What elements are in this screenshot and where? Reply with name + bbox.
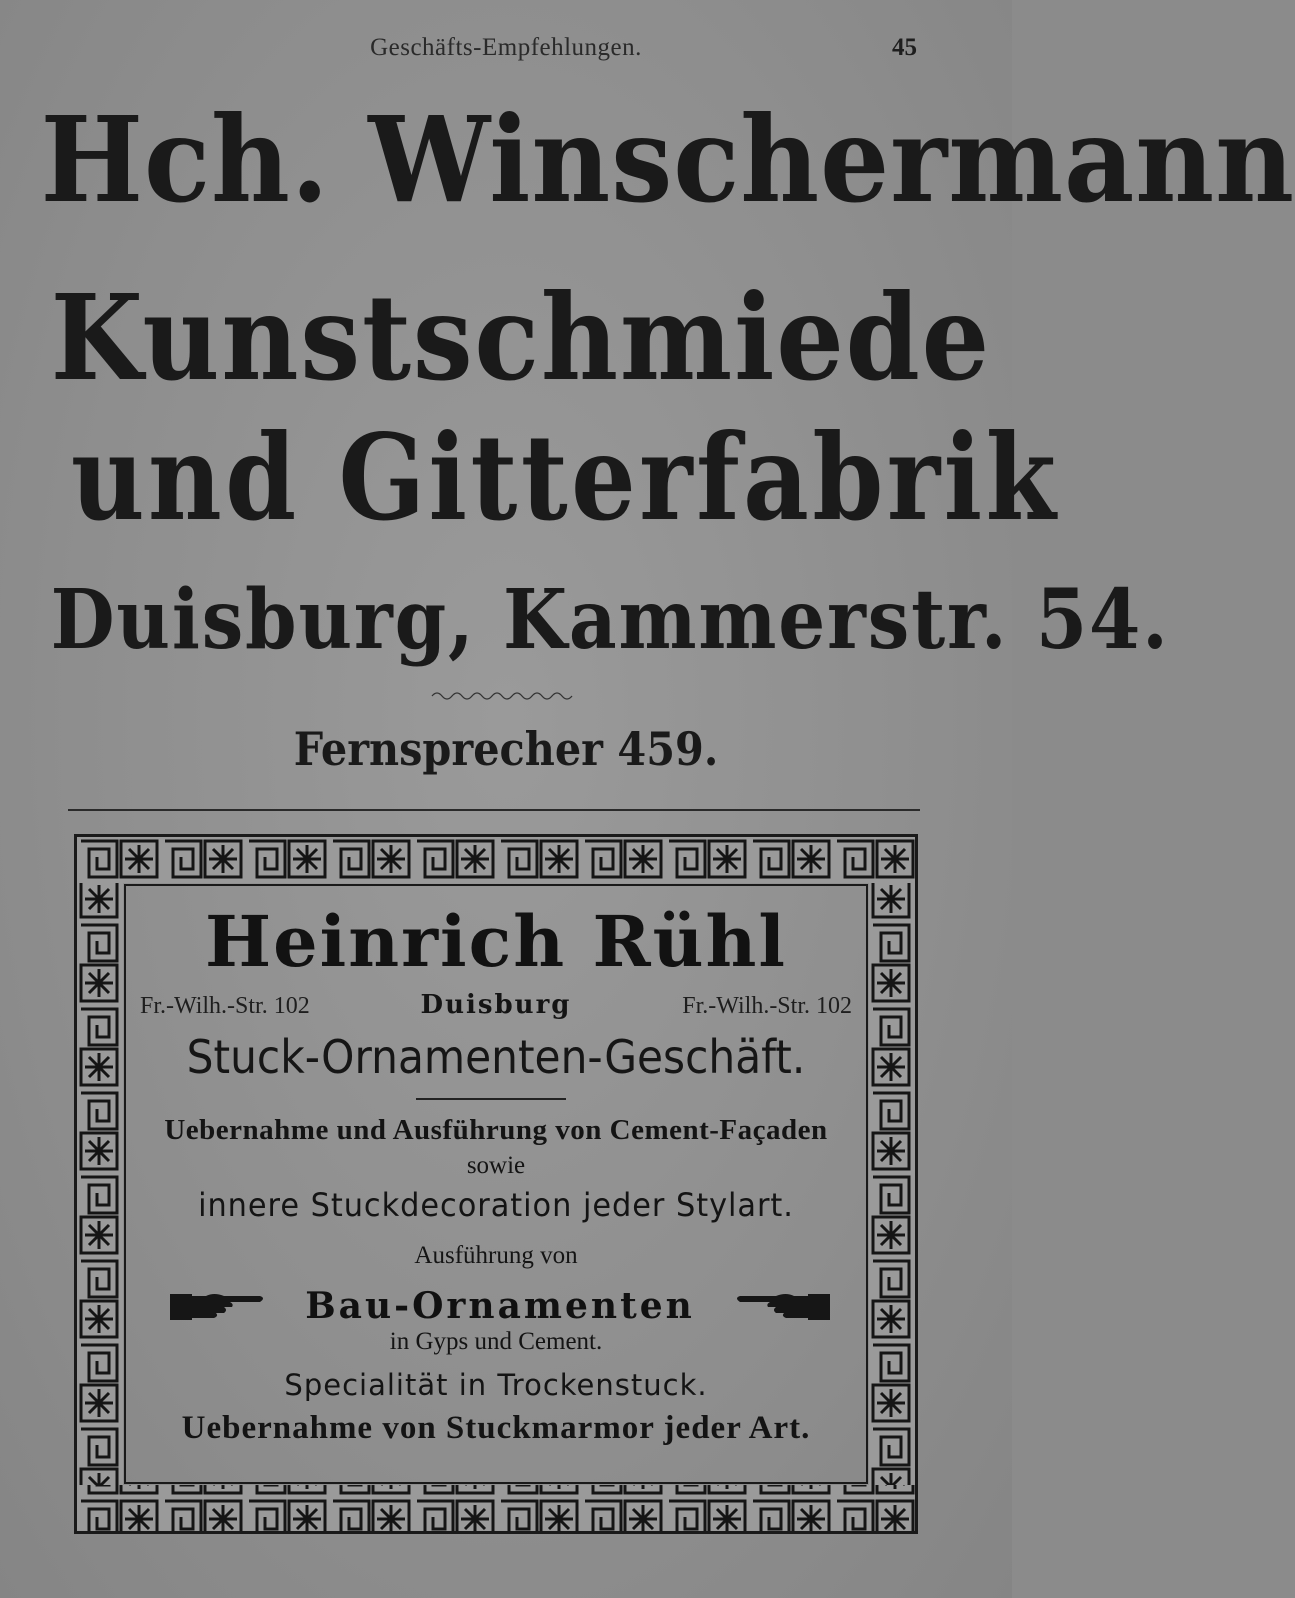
speciality-line: Specialität in Trockenstuck. — [284, 1368, 708, 1402]
divider-rule — [68, 809, 920, 811]
trade-line: Kunstschmiede — [50, 268, 992, 407]
service-interior: innere Stuckdecoration jeder Stylart. — [198, 1186, 794, 1224]
running-header: Geschäfts-Empfehlungen. — [370, 34, 642, 61]
trade-line-2: und Gitterfabrik — [70, 408, 1060, 547]
materials-line: in Gyps und Cement. — [389, 1328, 603, 1355]
service-facades: Uebernahme und Ausführung von Cement-Façaden — [164, 1114, 828, 1146]
city-name: Duisburg — [420, 990, 572, 1020]
bau-ornamenten-row — [168, 1282, 832, 1330]
advertiser-name: Heinrich Rühl — [204, 900, 788, 983]
address-right: Fr.-Wilh.-Str. 102 — [682, 993, 852, 1019]
bau-ornamenten-text: Bau-Ornamenten — [305, 1285, 695, 1327]
short-divider — [416, 1098, 566, 1100]
pointing-hand-right-icon — [168, 1286, 268, 1326]
stuckmarmor-line: Uebernahme von Stuckmarmor jeder Art. — [181, 1410, 811, 1446]
decorative-squiggle — [432, 690, 572, 702]
business-type: Stuck-Ornamenten-Geschäft. — [186, 1030, 806, 1084]
address-left: Fr.-Wilh.-Str. 102 — [140, 993, 310, 1019]
address-row — [140, 990, 852, 1020]
pointing-hand-left-icon — [732, 1286, 832, 1326]
phone-line: Fernsprecher 459. — [293, 722, 719, 776]
page-number: 45 — [892, 34, 917, 61]
conjunction-line: sowie — [466, 1152, 526, 1179]
service-intro: Ausführung von — [414, 1242, 578, 1269]
company-name-line: Hch. Winschermann — [40, 90, 1295, 229]
address-line: Duisburg, Kammerstr. 54. — [50, 572, 1170, 668]
